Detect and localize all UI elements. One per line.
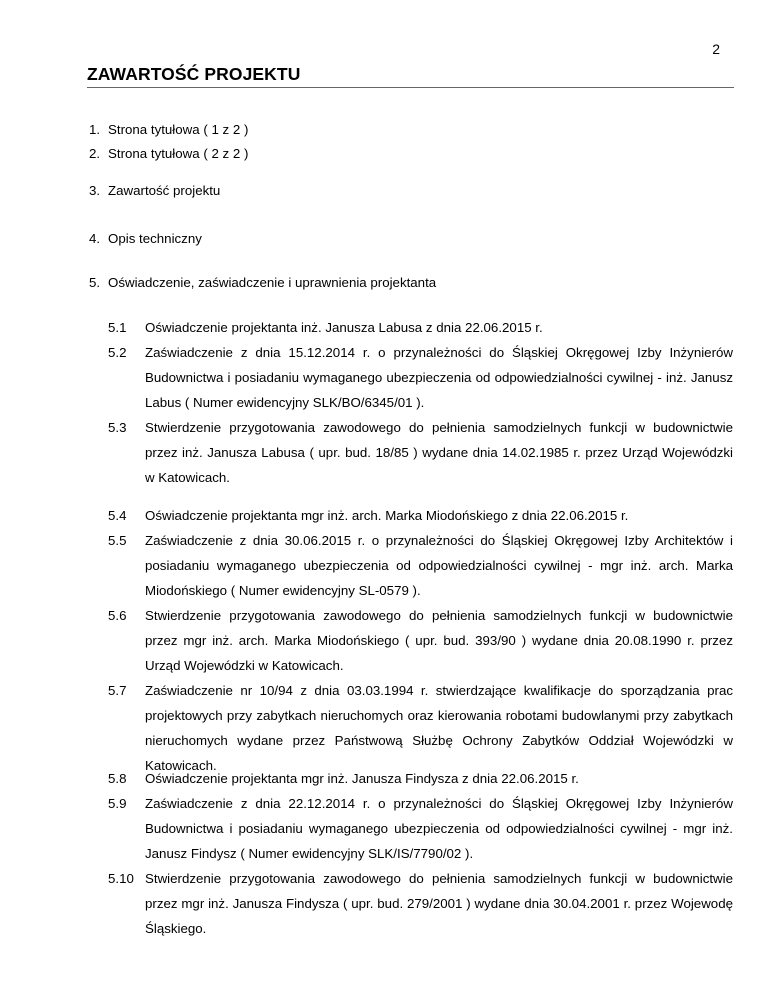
sub-item-text: Oświadczenie projektanta mgr inż. arch. Marka Miodońskiego z dnia 22.06.2015 r.: [145, 508, 629, 523]
sub-item-number: 5.9: [108, 796, 127, 811]
sub-item-number: 5.4: [108, 508, 127, 523]
page-title: ZAWARTOŚĆ PROJEKTU: [87, 64, 301, 84]
sub-item-number: 5.5: [108, 533, 127, 548]
sub-item-number: 5.2: [108, 345, 127, 360]
item-number: 2.: [89, 146, 101, 161]
sub-list-item: [108, 678, 733, 778]
sub-item-text: Zaświadczenie z dnia 30.06.2015 r. o przynależności do Śląskiej Okręgowej Izby Architektów i posiadaniu wymaganego ubezpieczenia od odpowiedzialności cywilnej - mgr inż. arch. Marka Miodońskiego ( Numer ewidencyjny SL-0579 ).: [145, 533, 733, 598]
sub-item-text: Stwierdzenie przygotowania zawodowego do pełnienia samodzielnych funkcji w budownictwie przez mgr inż. arch. Marka Miodońskiego ( upr. bud. 393/90 ) wydane dnia 20.08.1990 r. przez Urząd Wojewódzki w Katowicach.: [145, 608, 733, 673]
sub-list-item: [108, 603, 733, 678]
sub-list-item: [108, 315, 733, 340]
sub-item-text: Zaświadczenie nr 10/94 z dnia 03.03.1994 r. stwierdzające kwalifikacje do sporządzania prac projektowych przy zabytkach nieruchomych oraz kierowania robotami budowlanymi przy zabytkach nieruchomych wydane przez Państwową Służbę Ochrony Zabytków Oddział Wojewódzki w Katowicach.: [145, 683, 733, 773]
item-number: 3.: [89, 183, 101, 198]
sub-item-text: Stwierdzenie przygotowania zawodowego do pełnienia samodzielnych funkcji w budownictwie przez mgr inż. Janusza Findysza ( upr. bud. 279/2001 ) wydane dnia 30.04.2001 r. przez Wojewodę Śląskiego.: [145, 871, 733, 936]
sub-item-text: Zaświadczenie z dnia 22.12.2014 r. o przynależności do Śląskiej Okręgowej Izby Inżynierów Budownictwa i posiadaniu wymaganego ubezpieczenia od odpowiedzialności cywilnej - mgr inż. Janusz Findysz ( Numer ewidencyjny SLK/IS/7790/02 ).: [145, 796, 733, 861]
sub-list-item: [108, 415, 733, 490]
sub-list-item: [108, 866, 733, 941]
sub-list-item: [108, 528, 733, 603]
item-text: Oświadczenie, zaświadczenie i uprawnienia projektanta: [108, 275, 437, 290]
sub-item-text: Oświadczenie projektanta mgr inż. Janusza Findysza z dnia 22.06.2015 r.: [145, 771, 579, 786]
sub-item-number: 5.1: [108, 320, 127, 335]
page-number: 2: [712, 41, 720, 57]
sub-list-item: [108, 766, 733, 791]
item-number: 5.: [89, 275, 101, 290]
list-item: [89, 145, 248, 163]
sub-item-number: 5.7: [108, 683, 127, 698]
sub-list-item: [108, 791, 733, 866]
title-block: [87, 64, 734, 88]
item-text: Strona tytułowa ( 1 z 2 ): [108, 122, 249, 137]
sub-item-number: 5.8: [108, 771, 127, 786]
sub-item-text: Oświadczenie projektanta inż. Janusza Labusa z dnia 22.06.2015 r.: [145, 320, 543, 335]
sub-item-text: Stwierdzenie przygotowania zawodowego do pełnienia samodzielnych funkcji w budownictwie przez inż. Janusza Labusa ( upr. bud. 18/85 ) wydane dnia 14.02.1985 r. przez Urząd Wojewódzki w Katowicach.: [145, 420, 733, 485]
sub-item-number: 5.6: [108, 608, 127, 623]
sub-item-text: Zaświadczenie z dnia 15.12.2014 r. o przynależności do Śląskiej Okręgowej Izby Inżynierów Budownictwa i posiadaniu wymaganego ubezpieczenia od odpowiedzialności cywilnej - inż. Janusz Labus ( Numer ewidencyjny SLK/BO/6345/01 ).: [145, 345, 733, 410]
item-text: Strona tytułowa ( 2 z 2 ): [108, 146, 249, 161]
list-item: [89, 230, 202, 248]
item-text: Zawartość projektu: [108, 183, 221, 198]
item-number: 4.: [89, 231, 101, 246]
list-item: [89, 182, 220, 200]
sub-item-number: 5.10: [108, 871, 134, 886]
list-item: [89, 121, 248, 139]
item-number: 1.: [89, 122, 101, 137]
list-item: [89, 274, 436, 292]
sub-item-number: 5.3: [108, 420, 127, 435]
sub-list-item: [108, 340, 733, 415]
item-text: Opis techniczny: [108, 231, 202, 246]
sub-list-item: [108, 503, 733, 528]
